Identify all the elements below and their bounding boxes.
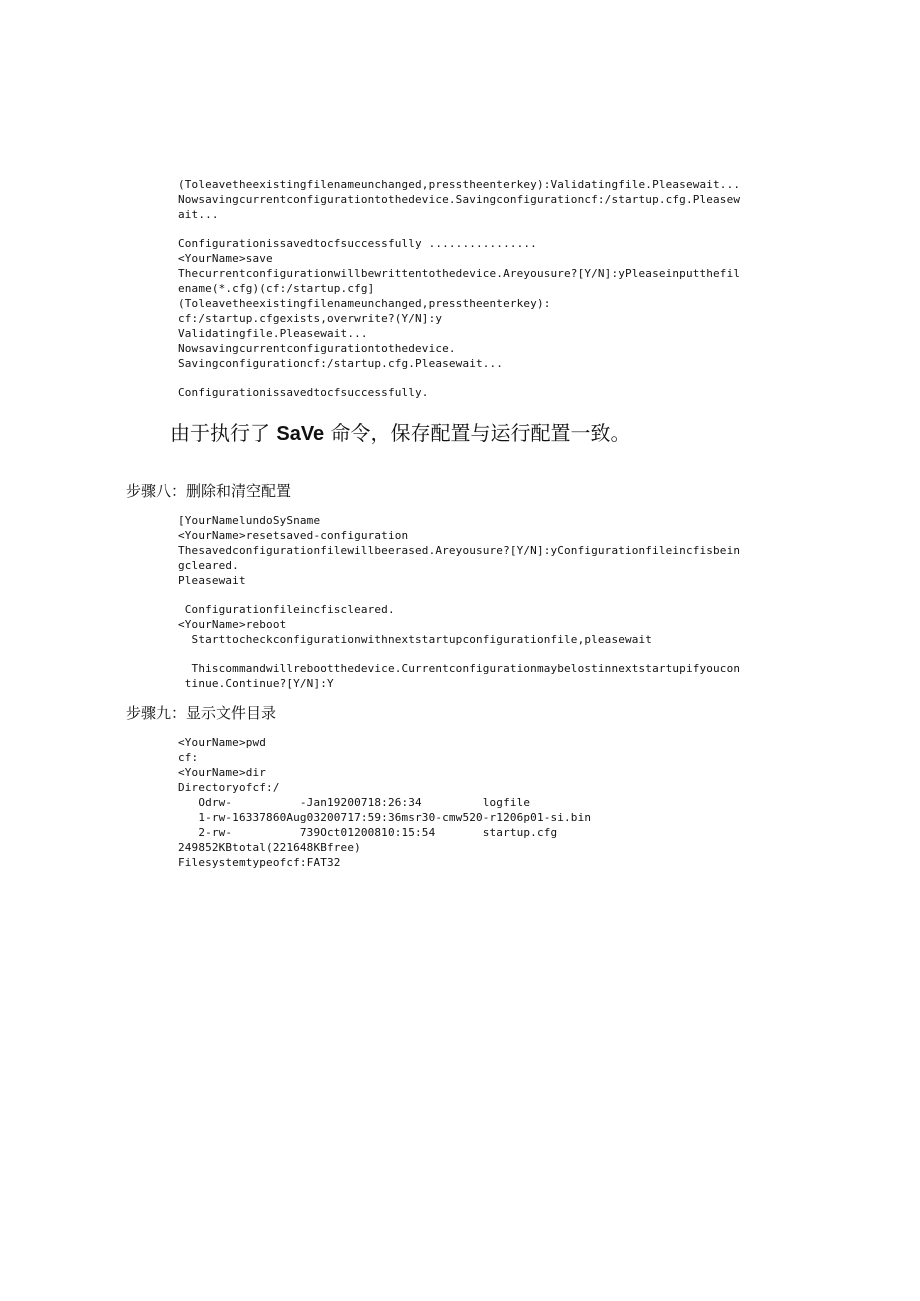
terminal-line	[178, 222, 740, 236]
terminal-line: <YourName>dir	[178, 766, 267, 779]
terminal-line: Pleasewait	[178, 574, 246, 587]
terminal-line: cf:	[178, 751, 199, 764]
terminal-line: [YourNamelundoSySname	[178, 514, 321, 527]
terminal-line: Starttocheckconfigurationwithnextstartupconfigurationfile,pleasewait	[178, 633, 653, 646]
terminal-line: Nowsavingcurrentconfigurationtothedevice.	[178, 342, 456, 355]
terminal-line: Savingconfigurationcf:/startup.cfg.Pleasewait...	[178, 357, 504, 370]
terminal-line: Configurationissavedtocfsuccessfully.	[178, 386, 429, 399]
terminal-line: tinue.Continue?[Y/N]:Y	[178, 677, 334, 690]
terminal-line: 1-rw-16337860Aug03200717:59:36msr30-cmw520-r1206p01-si.bin	[178, 811, 592, 824]
save-keyword: SaVe	[276, 423, 325, 445]
terminal-line: <YourName>resetsaved-configuration	[178, 529, 409, 542]
terminal-line: Configurationfileincfiscleared.	[178, 603, 395, 616]
terminal-line: 2-rw- 739Oct01200810:15:54 startup.cfg	[178, 826, 558, 839]
step9-output-block	[178, 735, 591, 870]
save-explanation-paragraph	[170, 419, 631, 448]
terminal-line: Filesystemtypeofcf:FAT32	[178, 856, 341, 869]
terminal-line: ait...	[178, 208, 219, 221]
terminal-line: <YourName>save	[178, 252, 273, 265]
terminal-line: 249852KBtotal(221648KBfree)	[178, 841, 361, 854]
terminal-line: Validatingfile.Pleasewait...	[178, 327, 368, 340]
terminal-line: <YourName>reboot	[178, 618, 287, 631]
paragraph-text-before: 由于执行了	[170, 421, 277, 445]
terminal-line: Thiscommandwillrebootthedevice.Currentconfigurationmaybelostinnextstartupifyoucon	[178, 662, 741, 675]
terminal-line: Directoryofcf:/	[178, 781, 280, 794]
terminal-line	[178, 647, 740, 661]
terminal-line: Thesavedconfigurationfilewillbeerased.Areyousure?[Y/N]:yConfigurationfileincfisbein	[178, 544, 741, 557]
step8-output-block	[178, 513, 740, 691]
step9-heading: 步骤九：显示文件目录	[126, 704, 277, 722]
terminal-line: cf:/startup.cfgexists,overwrite?(Y/N]:y	[178, 312, 443, 325]
terminal-line: ename(*.cfg)(cf:/startup.cfg]	[178, 282, 375, 295]
terminal-line: <YourName>pwd	[178, 736, 267, 749]
terminal-line	[178, 371, 740, 385]
save-output-block	[178, 177, 740, 400]
terminal-line: Configurationissavedtocfsuccessfully ................	[178, 237, 537, 250]
terminal-line: gcleared.	[178, 559, 239, 572]
terminal-line: Thecurrentconfigurationwillbewrittentothedevice.Areyousure?[Y/N]:yPleaseinputthefil	[178, 267, 741, 280]
terminal-line: (Toleavetheexistingfilenameunchanged,presstheenterkey):	[178, 297, 551, 310]
terminal-line: (Toleavetheexistingfilenameunchanged,presstheenterkey):Validatingfile.Pleasewait...	[178, 178, 741, 191]
terminal-line: Nowsavingcurrentconfigurationtothedevice.Savingconfigurationcf:/startup.cfg.Pleasew	[178, 193, 741, 206]
step8-heading: 步骤八：删除和清空配置	[126, 482, 292, 500]
paragraph-text-after: 命令，保存配置与运行配置一致。	[324, 421, 631, 445]
terminal-line	[178, 588, 740, 602]
terminal-line: Odrw- -Jan19200718:26:34 logfile	[178, 796, 531, 809]
